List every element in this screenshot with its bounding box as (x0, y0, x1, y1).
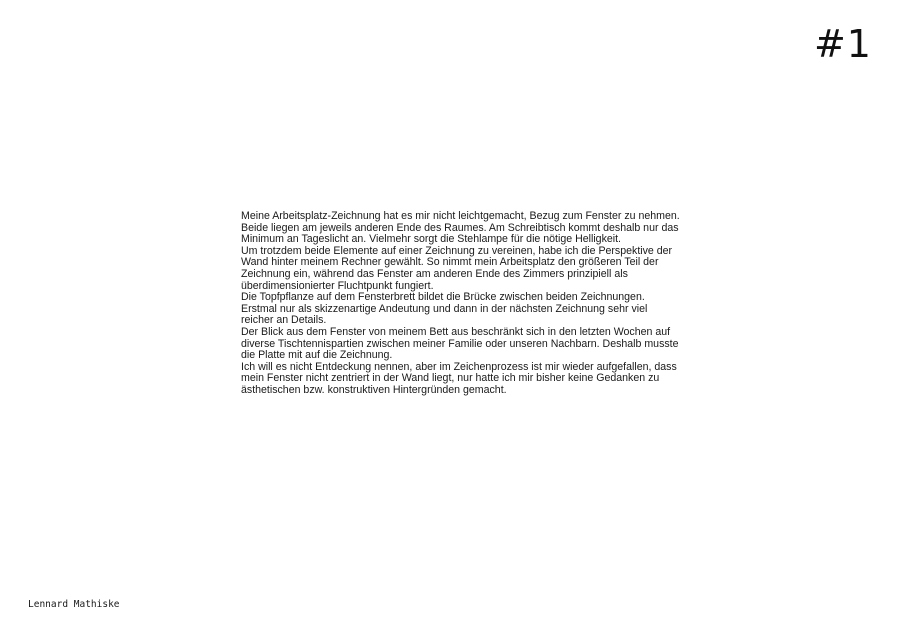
paragraph: Ich will es nicht Entdeckung nennen, aber im Zeichenprozess ist mir wieder aufgefallen, dass mein Fenster nicht zentriert in der Wand liegt, nur hatte ich mir bisher keine Gedanken zu ästhetischen bzw. konstruktiven Hintergründen gemacht. (241, 360, 677, 396)
page-number: #1 (813, 22, 872, 66)
paragraph: Um trotzdem beide Elemente auf einer Zeichnung zu vereinen, habe ich die Perspektive der Wand hinter meinem Rechner gewählt. So nimmt mein Arbeitsplatz den größeren Teil der Zeichnung ein, während das Fenster am anderen Ende des Zimmers prinzipiell als überdimensionierter Fluchtpunkt fungiert. (241, 244, 673, 292)
paragraph: Die Topfpflanze auf dem Fensterbrett bildet die Brücke zwischen beiden Zeichnungen. Erstmal nur als skizzenartige Andeutung und dann in der nächsten Zeichnung sehr viel reicher an Details. (241, 291, 648, 327)
author-name: Lennard Mathiske (28, 599, 120, 610)
paragraph: Meine Arbeitsplatz-Zeichnung hat es mir nicht leichtgemacht, Bezug zum Fenster zu nehmen. Beide liegen am jeweils anderen Ende des Raumes. Am Schreibtisch kommt deshalb nur das Minimum an Tageslicht an. Vielmehr sorgt die Stehlampe für die nötige Helligkeit. (241, 210, 680, 246)
body-text (241, 211, 681, 397)
paragraph: Der Blick aus dem Fenster von meinem Bett aus beschränkt sich in den letzten Wochen auf diverse Tischtennispartien zwischen meiner Familie oder unseren Nachbarn. Deshalb musste die Platte mit auf die Zeichnung. (241, 325, 679, 362)
